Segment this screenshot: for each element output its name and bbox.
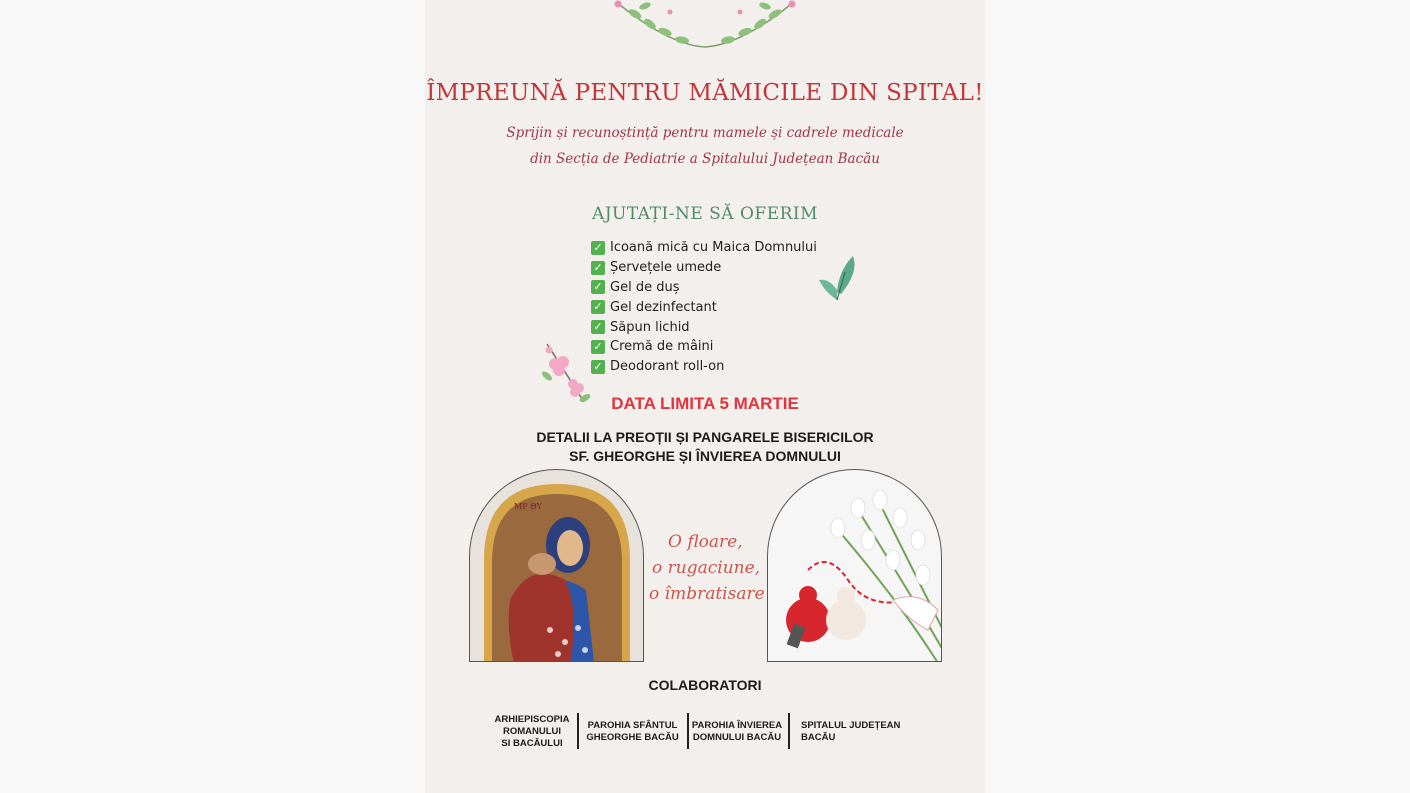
list-item: ✓ Gel de duș — [591, 278, 817, 298]
list-item: ✓ Deodorant roll-on — [591, 357, 817, 377]
partner-divider — [788, 713, 790, 749]
collaborators-title: COLABORATORI — [648, 677, 762, 693]
donation-list — [591, 238, 817, 377]
check-icon: ✓ — [591, 340, 605, 354]
poster — [425, 0, 985, 793]
help-heading: AJUTAȚI-NE SĂ OFERIM — [591, 204, 819, 224]
subtitle-line-1: Sprijin și recunoștință pentru mamele și cadrele medicale — [506, 125, 904, 141]
details-line-2: SF. GHEORGHE ȘI ÎNVIEREA DOMNULUI — [569, 448, 841, 464]
list-item: ✓ Șervețele umede — [591, 258, 817, 278]
quote-line-2: o rugaciune, — [652, 558, 761, 578]
partner-arhiepiscopia: ARHIEPISCOPIA ROMANULUI SI BACĂULUI — [494, 714, 570, 749]
list-item: ✓ Săpun lichid — [591, 317, 817, 337]
quote-line-3: o îmbratisare — [649, 584, 765, 604]
floral-wreath — [610, 0, 800, 55]
check-icon: ✓ — [591, 320, 605, 334]
check-icon: ✓ — [591, 360, 605, 374]
icon-image — [469, 469, 644, 662]
partner-spitalul-judetean: SPITALUL JUDEȚEAN BACĂU — [801, 720, 901, 743]
poster-title: ÎMPREUNĂ PENTRU MĂMICILE DIN SPITAL! — [426, 80, 984, 106]
quote-line-1: O floare, — [668, 532, 743, 552]
list-item: ✓ Icoană mică cu Maica Domnului — [591, 238, 817, 258]
butterfly-icon — [815, 252, 860, 307]
partner-parohia-sf-gheorghe: PAROHIA SFÂNTUL GHEORGHE BACĂU — [586, 720, 679, 743]
martisor-flowers-image — [767, 469, 942, 662]
partner-divider — [687, 713, 689, 749]
check-icon: ✓ — [591, 280, 605, 294]
partner-divider — [577, 713, 579, 749]
list-item: ✓ Cremă de mâini — [591, 337, 817, 357]
details-line-1: DETALII LA PREOȚII ȘI PANGARELE BISERICILOR — [536, 429, 874, 445]
icon-inscription: ΜΡ ΘΥ — [514, 502, 542, 511]
partner-parohia-invierea: PAROHIA ÎNVIEREA DOMNULUI BACĂU — [691, 720, 783, 743]
deadline-text: DATA LIMITA 5 MARTIE — [611, 394, 799, 413]
subtitle-line-2: din Secția de Pediatrie a Spitalului Județean Bacău — [530, 151, 880, 167]
check-icon: ✓ — [591, 300, 605, 314]
check-icon: ✓ — [591, 241, 605, 255]
check-icon: ✓ — [591, 261, 605, 275]
list-item: ✓ Gel dezinfectant — [591, 297, 817, 317]
